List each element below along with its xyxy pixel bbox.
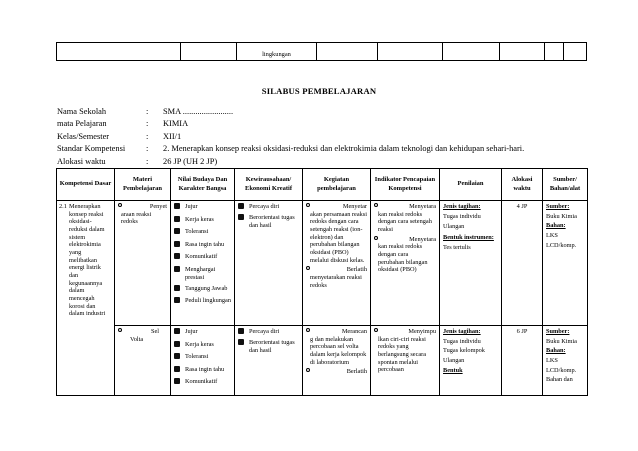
previous-table-fragment	[56, 42, 587, 61]
env-cell: lingkungan	[237, 43, 317, 61]
page-title: SILABUS PEMBELAJARAN	[261, 86, 377, 96]
info-row-time: Alokasi waktu : 26 JP (UH 2 JP)	[57, 156, 218, 166]
list-item: Peduli lingkungan	[174, 297, 231, 306]
header-materi: Materi Pembelajaran	[115, 169, 171, 201]
list-item: Berorientasi tugas dan hasil	[238, 214, 299, 229]
alokasi-cell: 4 JP	[502, 201, 543, 326]
square-bullet-icon	[238, 328, 244, 334]
list-item: Jujur	[174, 328, 231, 337]
info-block	[57, 106, 524, 168]
square-bullet-icon	[238, 203, 244, 209]
list-item: Kerja keras	[174, 216, 231, 225]
header-nilai: Nilai Budaya Dan Karakter Bangsa	[171, 169, 235, 201]
list-item: Berorientasi tugas dan hasil	[238, 339, 299, 354]
list-item: Komunikatif	[174, 253, 231, 262]
sumber-cell: Sumber: Buku Kimia Bahan: LKS LCD/komp. Bahan dan	[543, 326, 588, 396]
square-bullet-icon	[174, 228, 180, 234]
list-item: Toleransi	[174, 228, 231, 237]
header-row	[57, 169, 588, 201]
penilaian-cell: Jenis tagihan: Tugas individu Ulangan Bentuk instrumen: Tes tertulis	[440, 201, 502, 326]
circle-bullet-icon	[306, 328, 310, 332]
info-row-school: Nama Sekolah : SMA ........................	[57, 107, 234, 116]
indikator-cell: Menyimpu lkan ciri-ciri reaksi redoks yang berlangsung secara spontan melalui percobaan	[371, 326, 440, 396]
materi-cell: Sel Volta	[115, 326, 171, 396]
square-bullet-icon	[174, 203, 180, 209]
square-bullet-icon	[238, 339, 244, 345]
nilai-cell	[171, 326, 235, 396]
kegiatan-cell: Merancan g dan melakukan percobaan sel volta dalam kerja kelompok di laboratorium Berlatih	[303, 326, 371, 396]
list-item: Jujur	[174, 203, 231, 212]
list-item: Menghargai prestasi	[174, 266, 231, 281]
kd-cell: 2.1 Menerapkan konsep reaksi oksidasi-reduksi dalam sistem elektrokimia yang melibatkan energi listrik dan kegunaannya dalam mencegah korosi dan dalam industri	[57, 201, 115, 396]
list-item: Percaya diri	[238, 328, 299, 337]
penilaian-cell: Jenis tagihan: Tugas individu Tugas kelompok Ulangan Bentuk	[440, 326, 502, 396]
square-bullet-icon	[174, 353, 180, 359]
table-row	[57, 201, 588, 326]
circle-bullet-icon	[306, 266, 310, 270]
header-alokasi: Alokasi waktu	[502, 169, 543, 201]
kewirausahaan-cell	[235, 326, 303, 396]
syllabus-table	[56, 168, 588, 396]
header-sumber: Sumber/ Bahan/alat	[543, 169, 588, 201]
kewirausahaan-cell	[235, 201, 303, 326]
table-row	[57, 326, 588, 396]
info-row-subject: mata Pelajaran : KIMIA	[57, 119, 189, 129]
list-item: Rasa ingin tahu	[174, 366, 231, 375]
alokasi-cell: 6 JP	[502, 326, 543, 396]
square-bullet-icon	[174, 328, 180, 334]
square-bullet-icon	[174, 341, 180, 347]
circle-bullet-icon	[118, 203, 122, 207]
circle-bullet-icon	[306, 203, 310, 207]
square-bullet-icon	[174, 253, 180, 259]
square-bullet-icon	[174, 266, 180, 272]
nilai-cell	[171, 201, 235, 326]
header-kewirausahaan: Kewirausahaan/ Ekonomi Kreatif	[235, 169, 303, 201]
header-kd: Kompetensi Dasar	[57, 169, 115, 201]
circle-bullet-icon	[374, 236, 378, 240]
nilai-list	[174, 203, 231, 307]
info-row-class: Kelas/Semester : XII/1	[57, 131, 182, 141]
list-item: Tanggung Jawab	[174, 285, 231, 294]
square-bullet-icon	[174, 366, 180, 372]
header-penilaian: Penilaian	[440, 169, 502, 201]
circle-bullet-icon	[374, 328, 378, 332]
square-bullet-icon	[174, 285, 180, 291]
square-bullet-icon	[174, 216, 180, 222]
square-bullet-icon	[174, 297, 180, 303]
list-item: Percaya diri	[238, 203, 299, 212]
circle-bullet-icon	[118, 328, 122, 332]
list-item: Toleransi	[174, 353, 231, 362]
kd-text: Menerapkan konsep reaksi oksidasi-reduksi dalam sistem elektrokimia yang melibatkan energi listrik dan kegunaannya dalam mencegah korosi dan dalam industri	[69, 203, 106, 318]
square-bullet-icon	[238, 214, 244, 220]
kegiatan-cell: Menyetar akan persamaan reaksi redoks dengan cara setengah reaksi (ion-elektron) dan perubahan bilangan oksidasi (PBO) melalui diskusi kelas. Berlatih menyetarakan reaksi redoks	[303, 201, 371, 326]
list-item: Kerja keras	[174, 341, 231, 350]
header-kegiatan: Kegiatan pembelajaran	[303, 169, 371, 201]
square-bullet-icon	[174, 378, 180, 384]
circle-bullet-icon	[374, 203, 378, 207]
info-row-competency: Standar Kompetensi : 2. Menerapkan konsep reaksi oksidasi-reduksi dan elektrokimia dalam teknologi dan kehidupan sehari-hari.	[57, 144, 525, 154]
circle-bullet-icon	[306, 368, 310, 372]
materi-cell: Penyet araan reaksi redoks	[115, 201, 171, 326]
header-indikator: Indikator Pencapaian Kompetensi	[371, 169, 440, 201]
indikator-cell: Menyetara kan reaksi redoks dengan cara setengah reaksi Menyetara kan reaksi redoks dengan cara perubahan bilangan oksidasi (PBO)	[371, 201, 440, 326]
square-bullet-icon	[174, 241, 180, 247]
sumber-cell: Sumber: Buku Kimia Bahan: LKS LCD/komp.	[543, 201, 588, 326]
list-item: Rasa ingin tahu	[174, 241, 231, 250]
list-item: Komunikatif	[174, 378, 231, 387]
